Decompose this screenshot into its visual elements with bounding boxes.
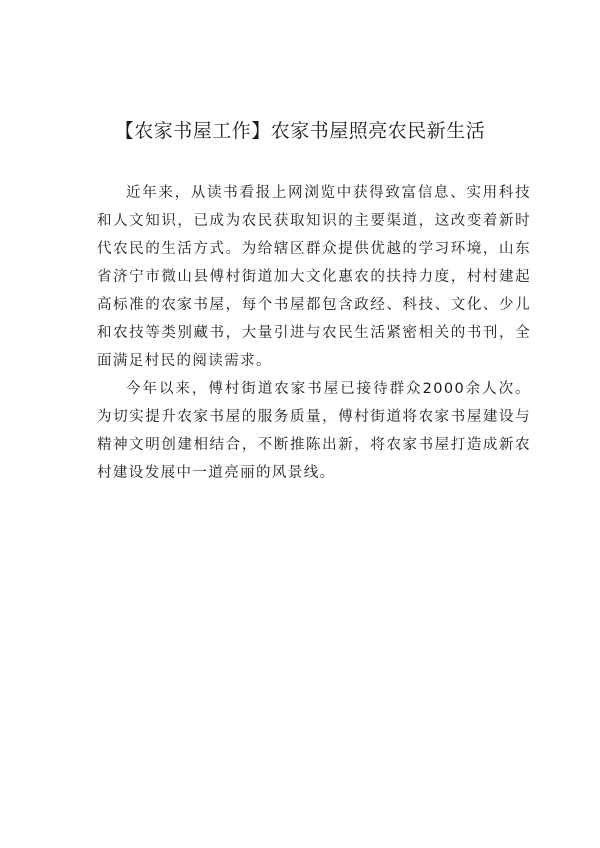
document-body (97, 179, 531, 487)
document-title: 【农家书屋工作】农家书屋照亮农民新生活 (114, 120, 486, 142)
paragraph-2: 今年以来，傅村街道农家书屋已接待群众2000余人次。为切实提升农家书屋的服务质量，傅村街道将农家书屋建设与精神文明创建相结合，不断推陈出新，将农家书屋打造成新农村建设发展中一道亮丽的风景线。 (97, 381, 531, 481)
paragraph-1: 近年来，从读书看报上网浏览中获得致富信息、实用科技和人文知识，已成为农民获取知识的主要渠道，这改变着新时代农民的生活方式。为给辖区群众提供优越的学习环境，山东省济宁市微山县傅村街道加大文化惠农的扶持力度，村村建起高标准的农家书屋，每个书屋都包含政经、科技、文化、少儿和农技等类别藏书，大量引进与农民生活紧密相关的书刊，全面满足村民的阅读需求。 (97, 185, 531, 369)
